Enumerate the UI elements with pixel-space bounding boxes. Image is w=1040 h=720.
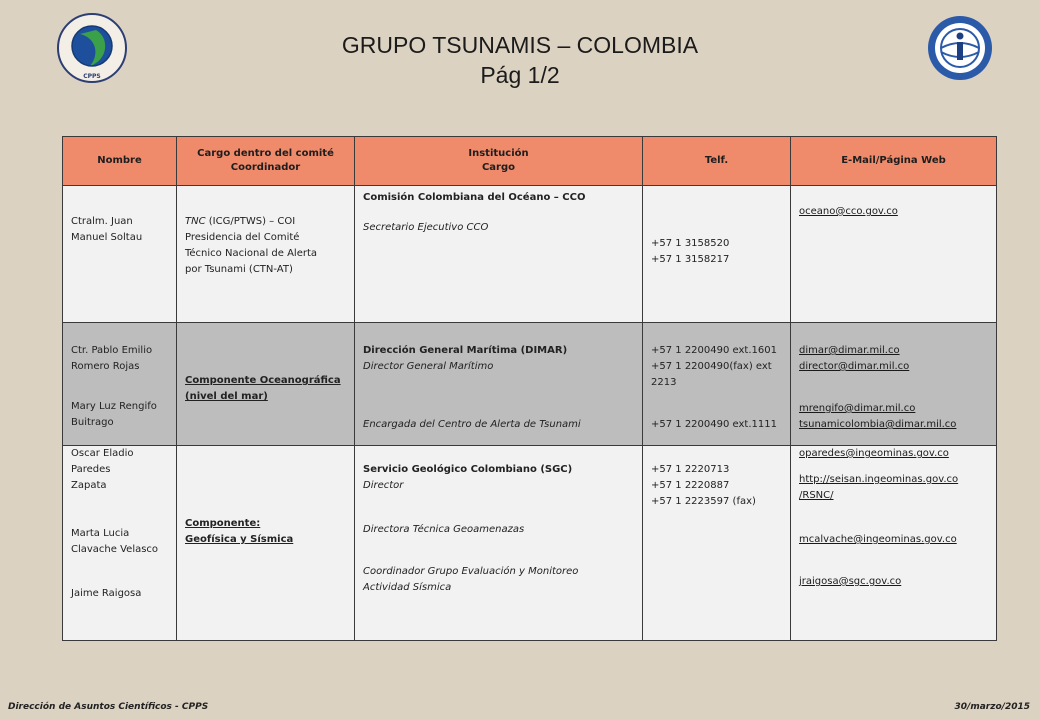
email-link[interactable]: jraigosa@sgc.gov.co bbox=[799, 576, 902, 587]
table-header-row bbox=[63, 137, 997, 186]
cell-cargo: Componente Oceanográfica (nivel del mar) bbox=[177, 323, 355, 446]
cell-cargo: Componente: Geofísica y Sísmica bbox=[177, 446, 355, 641]
header-telf: Telf. bbox=[643, 137, 791, 186]
header-cargo: Cargo dentro del comité Coordinador bbox=[177, 137, 355, 186]
footer-left: Dirección de Asuntos Científicos - CPPS bbox=[8, 702, 209, 712]
cell-telf: +57 1 2200490 ext.1601 +57 1 2200490(fax) ext 2213 +57 1 2200490 ext.1111 bbox=[643, 323, 791, 446]
cell-email bbox=[791, 446, 997, 641]
cell-nombre: Ctralm. Juan Manuel Soltau bbox=[63, 186, 177, 323]
tsunami-group-table bbox=[62, 136, 997, 641]
email-link[interactable]: dimar@dimar.mil.co bbox=[799, 345, 900, 356]
table-row bbox=[63, 323, 997, 446]
header-nombre: Nombre bbox=[63, 137, 177, 186]
table-row bbox=[63, 186, 997, 323]
cell-cargo: TNC (ICG/PTWS) – COI Presidencia del Comité Técnico Nacional de Alerta por Tsunami (CTN-AT) bbox=[177, 186, 355, 323]
cell-telf: +57 1 2220713 +57 1 2220887 +57 1 2223597 (fax) bbox=[643, 446, 791, 641]
title-line-1: GRUPO TSUNAMIS – COLOMBIA bbox=[341, 32, 699, 58]
web-link[interactable]: http://seisan.ingeominas.gov.co bbox=[799, 474, 959, 485]
email-link[interactable]: oceano@cco.gov.co bbox=[799, 206, 898, 217]
email-link[interactable]: mcalvache@ingeominas.gov.co bbox=[799, 534, 957, 545]
title-line-2: Pág 1/2 bbox=[480, 62, 560, 88]
cell-institucion: Dirección General Marítima (DIMAR) Director General Marítimo Encargada del Centro de Alerta de Tsunami bbox=[355, 323, 643, 446]
cell-email bbox=[791, 186, 997, 323]
cell-nombre: Oscar Eladio Paredes Zapata Marta Lucia Clavache Velasco Jaime Raigosa bbox=[63, 446, 177, 641]
cell-nombre: Ctr. Pablo Emilio Romero Rojas Mary Luz Rengifo Buitrago bbox=[63, 323, 177, 446]
header-institucion: Institución Cargo bbox=[355, 137, 643, 186]
cell-institucion: Comisión Colombiana del Océano – CCO Secretario Ejecutivo CCO bbox=[355, 186, 643, 323]
email-link[interactable]: oparedes@ingeominas.gov.co bbox=[799, 448, 949, 459]
table-row bbox=[63, 446, 997, 641]
svg-text:CPPS: CPPS bbox=[83, 73, 101, 80]
email-link[interactable]: tsunamicolombia@dimar.mil.co bbox=[799, 419, 957, 430]
footer-date: 30/marzo/2015 bbox=[954, 702, 1030, 712]
header-email: E-Mail/Página Web bbox=[791, 137, 997, 186]
email-link[interactable]: director@dimar.mil.co bbox=[799, 361, 910, 372]
cell-telf: +57 1 3158520 +57 1 3158217 bbox=[643, 186, 791, 323]
cell-email bbox=[791, 323, 997, 446]
cell-institucion: Servicio Geológico Colombiano (SGC) Director Directora Técnica Geoamenazas Coordinador Grupo Evaluación y Monitoreo Actividad Sísmica bbox=[355, 446, 643, 641]
email-link[interactable]: mrengifo@dimar.mil.co bbox=[799, 403, 916, 414]
web-link[interactable]: /RSNC/ bbox=[799, 490, 834, 501]
page-title bbox=[0, 30, 1040, 90]
